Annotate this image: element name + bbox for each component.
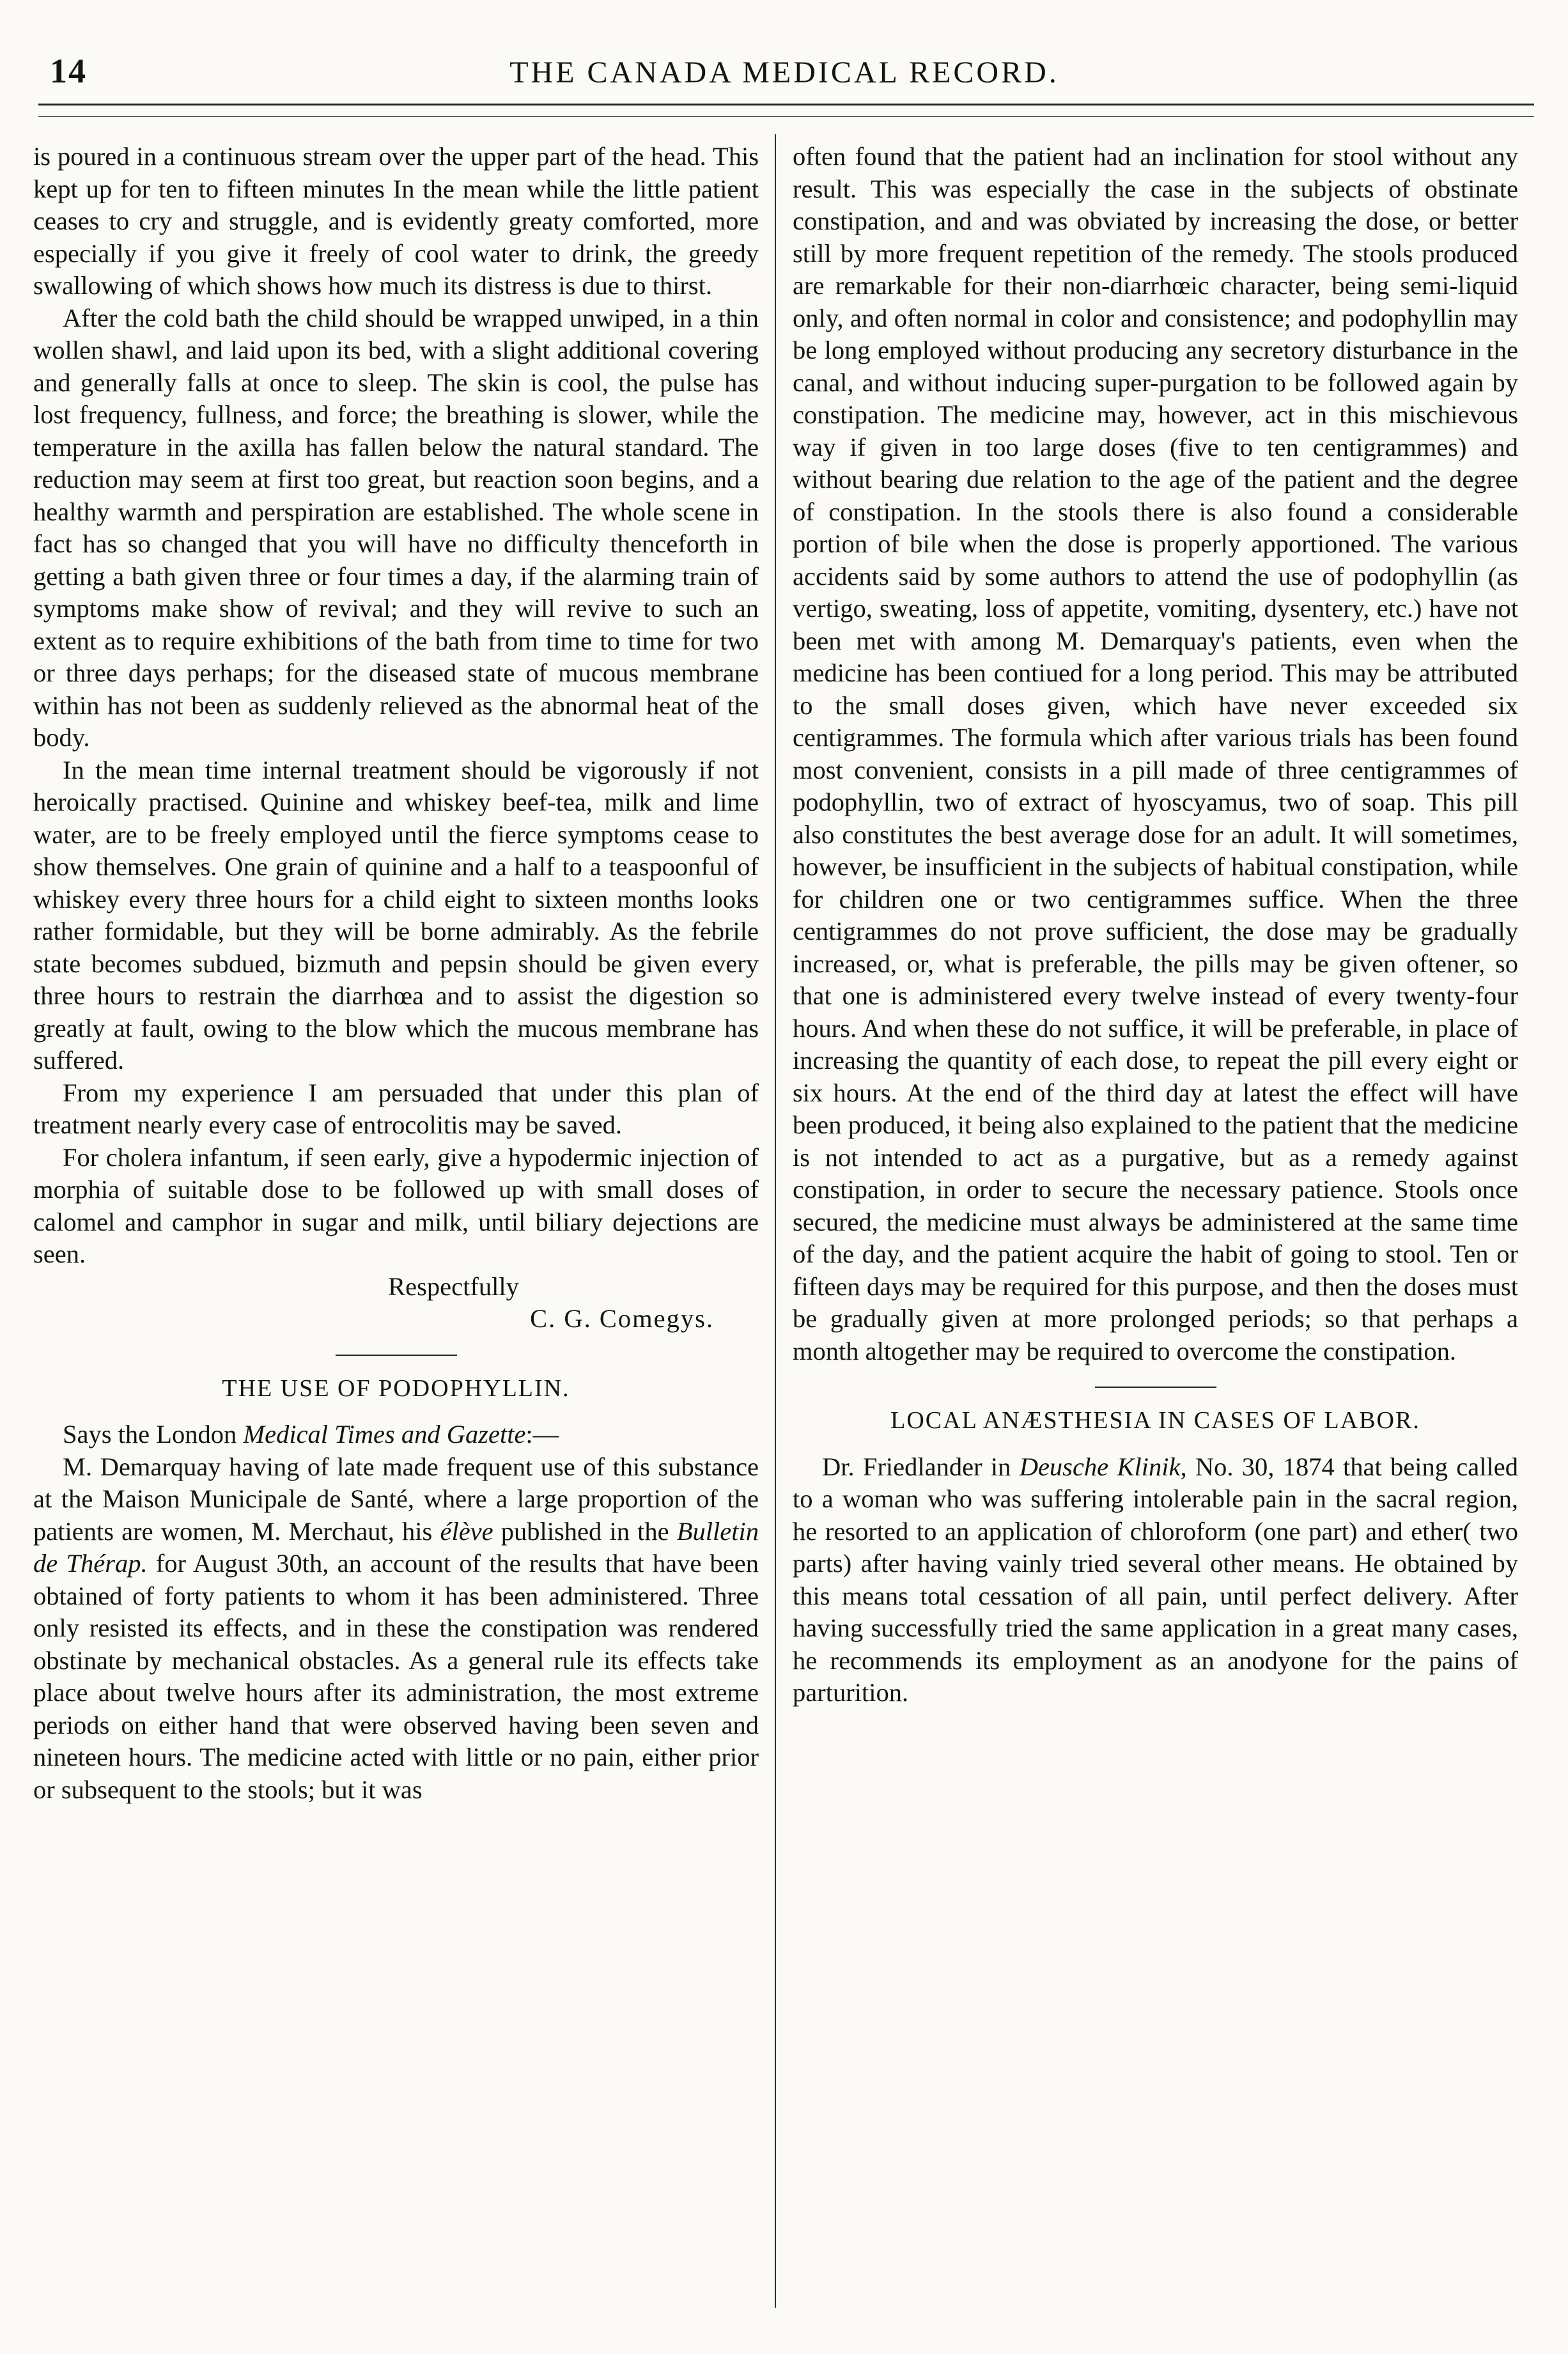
text-run: Dr. Friedlander in (822, 1452, 1020, 1481)
text-run: , No. 30, 1874 that being called to a woman who was suffering intolerable pain in the sacral region, he resorted to an application of chloroform (one part) and ether( two parts) after having vainly tried several other means. He obtained by this means total cessation of all pain, until perfect delivery. After having successfully tried the same application in a great many cases, he recommends its employment as an anodyone for the pains of parturition. (793, 1452, 1518, 1707)
text-run: for August 30th, an account of the results that have been obtained of forty patients to whom it has been administered. Three only resisted its effects, and in these the constipation was rendered obstinate by mechanical obstacles. As a general rule its effects take place about twelve hours after its administration, the most extreme periods on either hand that were observed having been seven and nineteen hours. The medicine acted with little or no pain, either prior or subsequent to the stools; but it was (33, 1549, 759, 1804)
running-title: THE CANADA MEDICAL RECORD. (509, 56, 1059, 89)
header-rule (38, 104, 1534, 105)
signature: C. G. Comegys. (530, 1304, 714, 1333)
page-number: 14 (50, 52, 87, 90)
paragraph: After the cold bath the child should be wrapped unwiped, in a thin wollen shawl, and laid upon its bed, with a slight additional covering and generally falls at once to sleep. The skin is cool, the pulse has lost frequency, fullness, and force; the breathing is slower, while the temperature in the axilla has fallen below the natural standard. The reduction may seem at first too great, but reaction soon begins, and a healthy warmth and perspiration are established. The whole scene in fact has so changed that you will have no difficulty thenceforth in getting a bath given three or four times a day, if the alarming train of symptoms make show of revival; and they will revive to such an extent as to require exhibitions of the bath from time to time for two or three days perhaps; for the diseased state of mucous membrane within has not been as suddenly relieved as the abnormal heat of the body. (33, 303, 759, 752)
header-rule-thin (38, 116, 1534, 117)
text-run: M. Demarquay having of late made frequent use of this substance at the Maison Municipale de Santé, where a large proportion of the patients are women, M. Merchaut, his (33, 1452, 759, 1546)
section-rule (336, 1355, 457, 1356)
text-run: published in the (493, 1516, 677, 1546)
paragraph: For cholera infantum, if seen early, give a hypodermic injection of morphia of suitable dose to be followed up with small doses of calomel and camphor in sugar and milk, until biliary dejections are seen. (33, 1142, 759, 1268)
journal-name: Deusche Klinik (1019, 1452, 1181, 1481)
journal-name: Bulletin de Thérap. (33, 1516, 759, 1578)
left-column (33, 141, 759, 2327)
paragraph: From my experience I am persuaded that under this plan of treatment nearly every case of entrocolitis may be saved. (33, 1078, 759, 1139)
article-heading: LOCAL ANÆSTHESIA IN CASES OF LABOR. (890, 1407, 1420, 1434)
paragraph: is poured in a continuous stream over the upper part of the head. This kept up for ten to fifteen minutes In the mean while the little patient ceases to cry and struggle, and is evidently greaty comforted, more especially if you give it freely of cool water to drink, the greedy swallowing of which shows how much its distress is due to thirst. (33, 142, 759, 300)
paragraph (793, 1451, 1518, 1709)
paragraph (33, 1451, 759, 1807)
page-header (33, 33, 1535, 97)
paragraph: In the mean time internal treatment should be vigorously if not heroically practised. Quinine and whiskey beef-tea, milk and lime water, are to be freely employed until the fierce symptoms cease to show themselves. One grain of quinine and a half to a teaspoonful of whiskey every three hours for a child eight to sixteen months looks rather formidable, but they will be borne admirably. As the febrile state becomes subdued, bizmuth and pepsin should be given every three hours to restrain the diarrhœa and to assist the digestion so greatly at fault, owing to the blow which the mucous membrane has suffered. (33, 755, 759, 1075)
signoff: Respectfully (388, 1271, 519, 1301)
section-rule (1095, 1387, 1216, 1388)
journal-name: Medical Times and Gazette (243, 1420, 526, 1449)
right-column (793, 141, 1518, 2327)
intro-suffix: :— (525, 1420, 559, 1449)
paragraph: often found that the patient had an inclination for stool without any result. This was especially the case in the subjects of obstinate constipation, and and was obviated by increasing the dose, or better still by more frequent repetition of the remedy. The stools produced are remarkable for their non-diarrhœic character, being semi-liquid only, and often normal in color and consistence; and podophyllin may be long employed without producing any secretory disturbance in the canal, and without inducing super-purgation to be followed again by constipation. The medicine may, however, act in this mischievous way if given in too large doses (five to ten centigrammes) and without bearing due relation to the age of the patient and the degree of constipation. In the stools there is also found a considerable portion of bile when the dose is properly apportioned. The various accidents said by some authors to attend the use of podophyllin (as vertigo, sweating, loss of appetite, vomiting, dysentery, etc.) have not been met with among M. Demarquay's patients, even when the medicine has been contiued for a long period. This may be attributed to the small doses given, which have never exceeded six centigrammes. The formula which after various trials has been found most convenient, consists in a pill made of three centigrammes of podophyllin, two of extract of hyoscyamus, two of soap. This pill also constitutes the best average dose for an adult. It will sometimes, however, be insufficient in the subjects of habitual constipation, while for children one or two centigrammes suffice. When the three centigrammes do not prove sufficient, the dose may be gradually increased, or, what is preferable, the pills may be given oftener, so that one is administered every twelve instead of every twenty-four hours. And when these do not suffice, it will be preferable, in place of increasing the quantity of each dose, to repeat the pill every eight or six hours. At the end of the third day at latest the effect will have been produced, it being also explained to the patient that the medicine is not intended to act as a purgative, but as a remedy against constipation, in order to secure the necessary patience. Stools once secured, the medicine must always be administered at the same time of the day, and the patient acquire the habit of going to stool. Ten or fifteen days may be required for this purpose, and then the doses must be gradually given at more prolonged periods; so that perhaps a month altogether may be required to overcome the constipation. (793, 142, 1518, 1365)
intro-prefix: Says the London (63, 1420, 244, 1449)
intro-line (33, 1418, 759, 1451)
column-divider (775, 134, 776, 2308)
article-heading: THE USE OF PODOPHYLLIN. (222, 1374, 570, 1402)
text-run-italic: élève (440, 1516, 493, 1546)
